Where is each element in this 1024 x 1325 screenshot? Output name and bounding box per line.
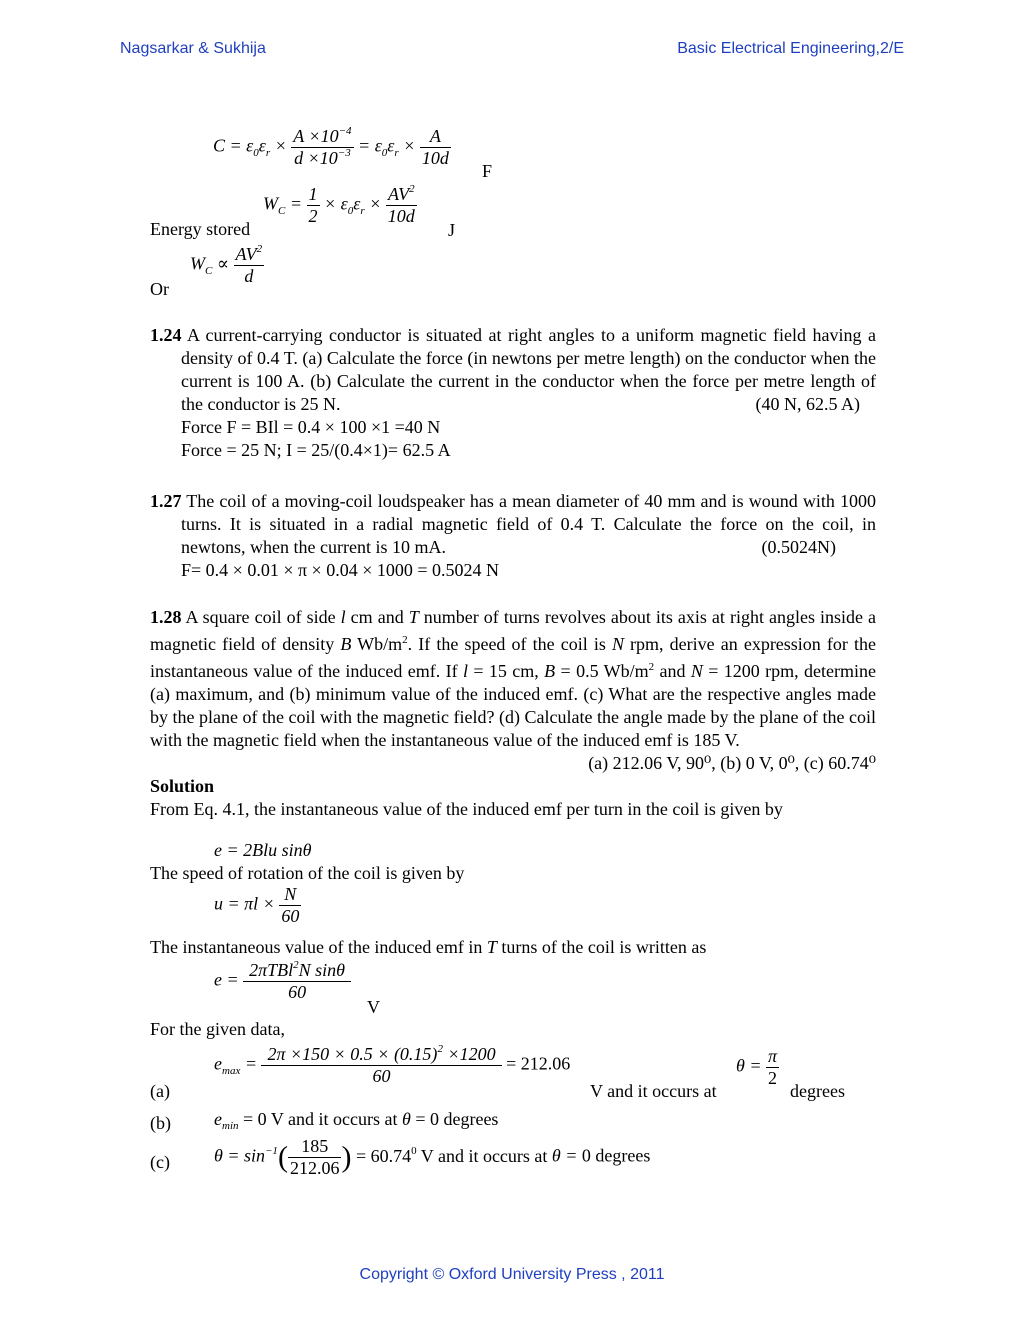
answer: (0.5024N): [761, 537, 836, 557]
part-a-tail: V and it occurs at: [590, 1081, 717, 1101]
part-c-degrees: degrees: [595, 1145, 651, 1166]
solution-line: Force F = BIl = 0.4 × 100 ×1 =40 N: [181, 417, 441, 437]
part-b-degrees: degrees: [443, 1109, 499, 1129]
answer: (40 N, 62.5 A): [755, 394, 860, 414]
question-text: cm and: [345, 607, 409, 627]
question-1-27: [150, 490, 876, 582]
part-c-tail: V and it occurs at: [420, 1145, 548, 1166]
capacitance-formula: $C = \varepsilon_0\varepsilon_r$ × $\frac{A \times 10^{-4}}{d \times 10^{-3}}$ = $\varepsilon_0\varepsilon_r$ × $\frac{A}{10d}$: [213, 125, 449, 168]
energy-formula: $W_C$ = $\frac{1}{2}$ × $\varepsilon_0\varepsilon_r$ × $\frac{AV^2}{10d}$: [263, 183, 415, 226]
proportional-formula: $W_C$ ∝ $\frac{AV^2}{d}$: [190, 243, 263, 286]
footer-copyright: Copyright © Oxford University Press , 2011: [359, 1266, 665, 1283]
solution-line: For the given data,: [150, 1019, 285, 1039]
speed-formula: u = πl × $\frac{N}{60}$: [214, 884, 300, 926]
part-a-label: (a): [150, 1081, 170, 1101]
question-text: . If the speed of the coil is: [407, 634, 612, 654]
solution-line: The instantaneous value of the induced emf in T turns of the coil is written as: [150, 937, 707, 957]
part-b-label: (b): [150, 1113, 171, 1133]
emf-per-turn-formula: e = 2Blu sinθ: [214, 840, 312, 860]
question-text: = 15 cm,: [468, 661, 545, 681]
question-text: Wb/m: [351, 634, 403, 654]
solution-text: turns of the coil is written as: [496, 937, 707, 957]
question-text: = 1200 rpm, determine (a) maximum, and (b) minimum value of the induced emf. (c) What are the respective angles made by the plane of the coil with the magnetic field? (d) Calculate the angle made by the plane of the coil with the magnetic field when the instantaneous value of the induced emf is 185 V.: [150, 661, 876, 750]
header-right: Basic Electrical Engineering,2/E: [677, 40, 904, 57]
energy-stored-label: Energy stored: [150, 219, 251, 239]
question-number: 1.27: [150, 491, 182, 511]
solution-line: F= 0.4 × 0.01 × π × 0.04 × 1000 = 0.5024 N: [181, 560, 500, 580]
solution-line: The speed of rotation of the coil is given by: [150, 863, 465, 883]
question-text: and: [654, 661, 691, 681]
answer: (a) 212.06 V, 90⁰, (b) 0 V, 0⁰, (c) 60.74⁰: [588, 753, 876, 773]
part-c-formula: $\theta = \sin^{-1}$( $\frac{185}{212.06}$ ) = $60.74^0$ V and it occurs at θ = 0 degrees: [214, 1136, 651, 1178]
question-number: 1.24: [150, 325, 182, 345]
part-b-line: $e_{min} = 0$ V and it occurs at θ = 0 degrees: [214, 1109, 499, 1132]
question-text: A square coil of side: [181, 607, 341, 627]
unit-farad: F: [482, 161, 493, 181]
question-text: rpm, derive an expression for the instantaneous value of the induced emf. If: [150, 634, 876, 681]
emax-formula: $e_{max}$ = $\frac{2\pi \times 150 \times 0.5 \times (0.15)^2 \times 1200}{60}$ = 212.06: [214, 1043, 571, 1086]
theta-pi-over-2: θ = $\frac{\pi}{2}$: [736, 1046, 778, 1088]
question-text: A current-carrying conductor is situated at right angles to a uniform magnetic field having a density of 0.4 T. (a) Calculate the force (in newtons per metre length) on the conductor when the current is 100 A. (b) Calculate the current in the conductor when the force per metre length of the conductor is 25 N.: [181, 325, 876, 414]
question-text: = 0.5 Wb/m: [555, 661, 649, 681]
question-1-28: 1.28 A square coil of side l cm and T number of turns revolves about its axis at right angles inside a magnetic field of density B $Wb/m^2$. If the speed of the coil is N rpm, derive an expression for the instantaneous value of the induced emf. If l = 15 cm, B = 0.5 $Wb/m^2$ and N = 1200 rpm, determine (a) maximum, and (b) minimum value of the induced emf. (c) What are the respective angles made by the plane of the coil with the magnetic field? (d) Calculate the angle made by the plane of the coil with the magnetic field when the instantaneous value of the induced emf is 185 V. (a) 212.06 V, 90⁰, (b) 0 V, 0⁰, (c) 60.74⁰ Solution From Eq. 4.1, the instantaneous value of the induced emf per turn in the coil is given by: [150, 607, 876, 819]
question-number: 1.28: [150, 607, 182, 627]
emf-formula: e = $\frac{2\pi TBl^2N \sin\theta}{60}$: [214, 960, 351, 1003]
question-text: The coil of a moving-coil loudspeaker has a mean diameter of 40 mm and is wound with 1000 turns. It is situated in a radial magnetic field of 0.4 T. Calculate the force on the coil, in newtons, when the current is 10 mA.: [181, 491, 876, 557]
part-a-degrees: degrees: [790, 1081, 845, 1101]
part-b-tail: V and it occurs at: [270, 1109, 398, 1129]
solution-line: Force = 25 N; I = 25/(0.4×1)= 62.5 A: [181, 440, 451, 460]
solution-heading: Solution: [150, 776, 215, 796]
solution-line: From Eq. 4.1, the instantaneous value of the induced emf per turn in the coil is given by: [150, 799, 783, 819]
part-c-label: (c): [150, 1152, 170, 1172]
question-1-24: [150, 324, 876, 462]
or-label: Or: [150, 279, 169, 299]
emax-result: = 212.06: [506, 1053, 571, 1074]
unit-joule: J: [448, 220, 456, 240]
unit-volt: V: [367, 997, 380, 1017]
question-text: number of turns revolves about its axis at right angles inside a magnetic field of density: [150, 607, 876, 654]
header-left: Nagsarkar & Sukhija: [120, 40, 266, 57]
solution-text: The instantaneous value of the induced emf in: [150, 937, 487, 957]
